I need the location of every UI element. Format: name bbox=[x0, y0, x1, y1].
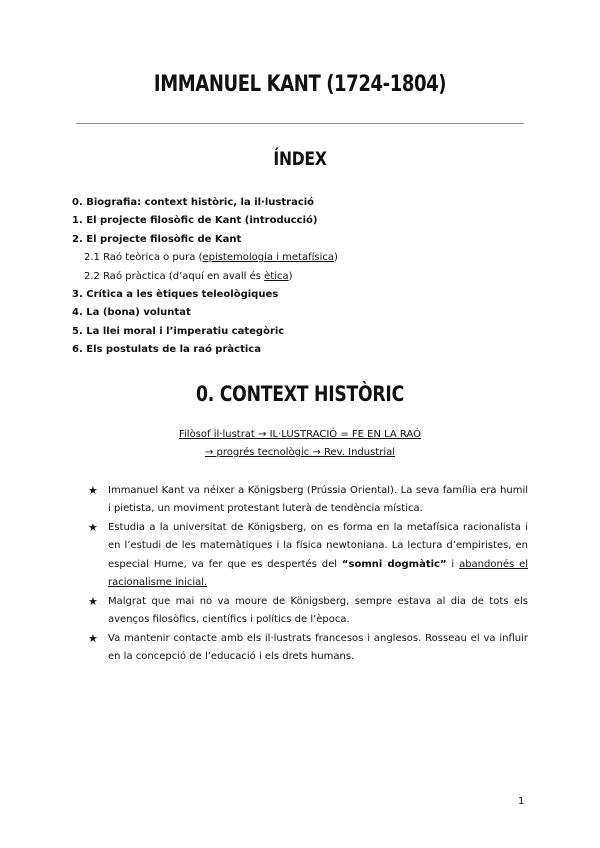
bullet-text: Estudia a la universitat de Königsberg, on es forma en la metafísica racionalista i en l’estudi de les matemàtiques i la física newtoniana. La lectura d’empiristes, en especial Hume, va fer que es despertés del bbox=[108, 522, 528, 570]
index-item: 1. El projecte filosòfic de Kant (introducció) bbox=[72, 215, 318, 227]
index-list bbox=[72, 194, 338, 360]
document-title: IMMANUEL KANT (1724-1804) bbox=[153, 72, 447, 97]
index-item: 5. La llei moral i l’imperatiu categòric bbox=[72, 325, 285, 337]
index-subitem-suffix: ) bbox=[334, 252, 338, 264]
bullet-bold-text: “somni dogmàtic” bbox=[341, 558, 447, 570]
index-subitem-link[interactable]: epistemologia i metafísica bbox=[202, 252, 334, 264]
summary-line-2: → progrés tecnològic → Rev. Industrial bbox=[204, 447, 396, 458]
index-subitem-prefix: 2.2 Raó pràctica (d’aquí en avall és bbox=[84, 270, 265, 282]
bullet-text: Immanuel Kant va néixer a Königsberg (Prússia Oriental). La seva família era humil i pietista, un moviment protestant luterà de tendència mística. bbox=[108, 485, 528, 515]
index-subitem bbox=[72, 268, 338, 286]
index-heading: ÍNDEX bbox=[273, 148, 327, 170]
index-item: 3. Crítica a les ètiques teleològiques bbox=[72, 288, 279, 300]
summary-line-1: Filòsof il·lustrat → IL·LUSTRACIÓ = FE EN LA RAÓ bbox=[178, 429, 422, 440]
bullet-item bbox=[88, 630, 528, 667]
bullet-text: i bbox=[446, 558, 460, 570]
index-item: 0. Biografia: context històric, la il·lustració bbox=[72, 197, 315, 208]
bullet-underlined-text: abandonés el racionalisme inicial. bbox=[108, 558, 528, 588]
title-divider bbox=[76, 123, 524, 124]
star-icon: ★ bbox=[88, 631, 98, 645]
section-heading: 0. CONTEXT HISTÒRIC bbox=[196, 382, 404, 406]
index-subitem bbox=[72, 249, 338, 267]
index-item: 6. Els postulats de la raó pràctica bbox=[72, 344, 261, 356]
index-subitem-link[interactable]: ètica bbox=[264, 270, 289, 282]
index-item: 4. La (bona) voluntat bbox=[72, 307, 191, 319]
bullet-item bbox=[88, 593, 528, 630]
index-item: 2. El projecte filosòfic de Kant bbox=[72, 233, 242, 245]
bullet-text: Va mantenir contacte amb els il·lustrats francesos i anglesos. Rosseau el va influir en la concepció de l’educació i els drets humans. bbox=[108, 632, 528, 663]
bullet-item bbox=[88, 519, 528, 592]
index-subitem-prefix: 2.1 Raó teòrica o pura ( bbox=[84, 252, 203, 264]
bullet-list bbox=[88, 482, 528, 667]
star-icon: ★ bbox=[88, 484, 98, 497]
bullet-item bbox=[88, 482, 528, 519]
section-summary bbox=[0, 426, 600, 462]
page-number: 1 bbox=[518, 796, 525, 807]
star-icon: ★ bbox=[88, 521, 98, 535]
star-icon: ★ bbox=[88, 594, 98, 608]
bullet-text: Malgrat que mai no va moure de Königsberg, sempre estava al dia de tots els avenços filosòfics, científics i polítics de l’època. bbox=[108, 595, 528, 626]
index-subitem-suffix: ) bbox=[288, 270, 293, 282]
